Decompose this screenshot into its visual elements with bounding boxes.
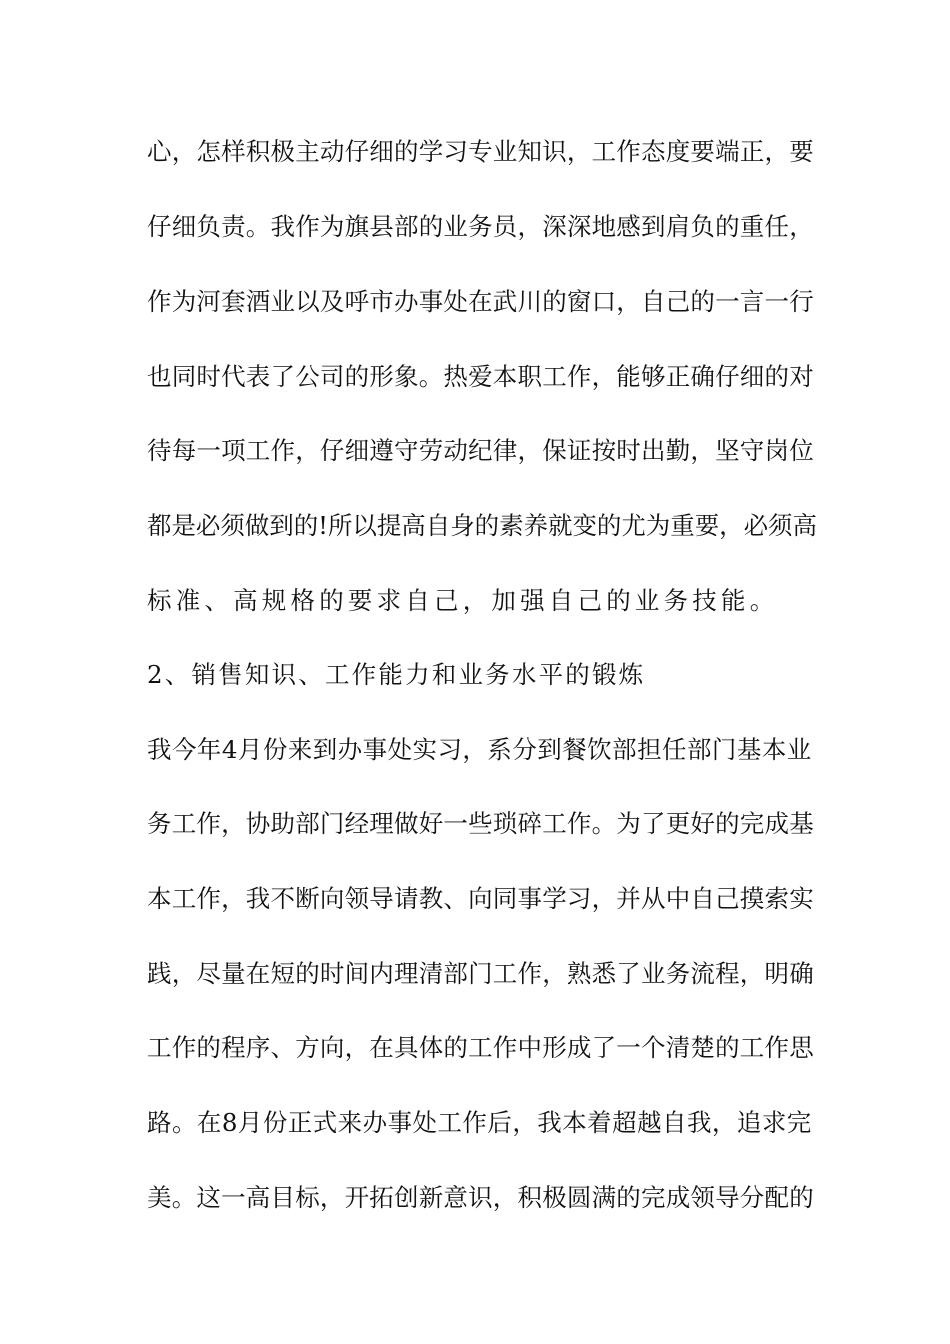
body-text-line: 也同时代表了公司的形象。热爱本职工作，能够正确仔细的对 — [147, 362, 814, 391]
section-heading: 2、销售知识、工作能力和业务水平的锻炼 — [147, 660, 646, 689]
body-text-line: 作为河套酒业以及呼市办事处在武川的窗口，自己的一言一行 — [147, 287, 814, 316]
body-text-line: 待每一项工作，仔细遵守劳动纪律，保证按时出勤，坚守岗位 — [147, 436, 814, 465]
body-text-line: 我今年4月份来到办事处实习，系分到餐饮部担任部门基本业 — [147, 735, 812, 764]
body-text-line: 都是必须做到的!所以提高自身的素养就变的尤为重要，必须高 — [147, 511, 817, 540]
body-text-line: 践，尽量在短的时间内理清部门工作，熟悉了业务流程，明确 — [147, 959, 814, 988]
body-text-line: 务工作，协助部门经理做好一些琐碎工作。为了更好的完成基 — [147, 809, 814, 838]
body-text-line: 心，怎样积极主动仔细的学习专业知识，工作态度要端正，要 — [147, 137, 814, 166]
body-text-line: 仔细负责。我作为旗县部的业务员，深深地感到肩负的重任， — [147, 212, 814, 241]
body-text-line: 标准、高规格的要求自己，加强自己的业务技能。 — [147, 586, 779, 615]
body-text-line: 美。这一高目标，开拓创新意识，积极圆满的完成领导分配的 — [147, 1183, 814, 1212]
body-text-line: 本工作，我不断向领导请教、向同事学习，并从中自己摸索实 — [147, 884, 814, 913]
body-text-line: 路。在8月份正式来办事处工作后，我本着超越自我，追求完 — [147, 1108, 812, 1137]
body-text-line: 工作的程序、方向，在具体的工作中形成了一个清楚的工作思 — [147, 1033, 814, 1062]
